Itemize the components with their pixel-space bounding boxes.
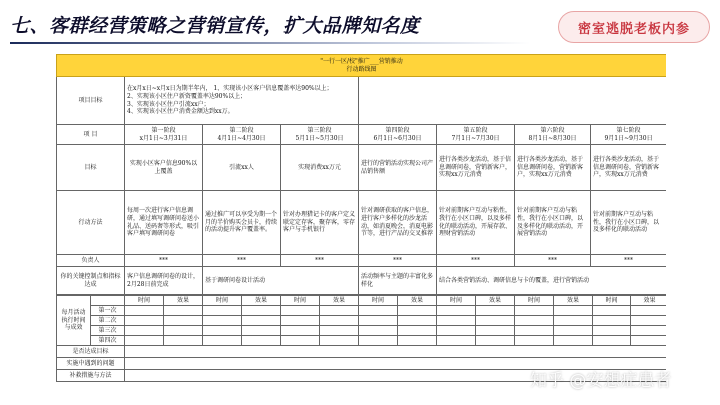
progress-cell[interactable] bbox=[359, 336, 398, 346]
progress-cell[interactable] bbox=[398, 336, 437, 346]
problems-label[interactable]: 实施中遇到的问题 bbox=[57, 358, 125, 370]
target-label[interactable]: 目标 bbox=[57, 145, 125, 191]
roadmap-table bbox=[56, 54, 666, 295]
progress-cell[interactable] bbox=[476, 306, 515, 316]
key-control-cell[interactable]: 结合各类营销活动、调研信息与卡的覆盖，进行营销活动 bbox=[437, 267, 667, 295]
time-header[interactable]: 时间 bbox=[437, 296, 476, 306]
phase-cell-6[interactable] bbox=[515, 125, 591, 145]
progress-cell[interactable] bbox=[125, 336, 164, 346]
progress-cell[interactable] bbox=[476, 326, 515, 336]
project-goal-row bbox=[57, 77, 667, 125]
phase-row bbox=[57, 125, 667, 145]
project-goal-blank[interactable] bbox=[359, 77, 667, 125]
owner-cell[interactable]: *** bbox=[437, 255, 515, 267]
progress-round-label[interactable]: 第二次 bbox=[91, 316, 125, 326]
progress-cell[interactable] bbox=[515, 316, 554, 326]
method-cell[interactable]: 针对办理猎记卡的客户定义联定定存客，聚存客，零存客户与手机银行 bbox=[281, 191, 359, 255]
time-header[interactable]: 时间 bbox=[125, 296, 164, 306]
key-control-cell[interactable]: 客户信息调研问卷的设计，2月28日前完成 bbox=[125, 267, 203, 295]
target-cell[interactable]: 进行各类沙龙活动，基于信息调研问卷，营销新客户，实现xx万元消费 bbox=[515, 145, 591, 191]
progress-cell[interactable] bbox=[125, 326, 164, 336]
progress-cell[interactable] bbox=[320, 326, 359, 336]
effect-header[interactable]: 效果 bbox=[554, 296, 593, 306]
progress-cell[interactable] bbox=[242, 306, 281, 316]
progress-cell[interactable] bbox=[593, 306, 631, 316]
method-label[interactable]: 行动方法 bbox=[57, 191, 125, 255]
phase-name: 第七阶段 bbox=[616, 126, 641, 134]
progress-row bbox=[57, 306, 667, 316]
phase-dates: 6月1日~6月30日 bbox=[373, 134, 422, 142]
owner-cell[interactable]: *** bbox=[281, 255, 359, 267]
progress-cell[interactable] bbox=[554, 336, 593, 346]
progress-cell[interactable] bbox=[242, 326, 281, 336]
progress-cell[interactable] bbox=[437, 306, 476, 316]
progress-cell[interactable] bbox=[281, 306, 320, 316]
progress-header-row bbox=[57, 296, 667, 306]
phase-dates: 8月1日~8月30日 bbox=[528, 134, 577, 142]
phase-dates: x月1日~3月31日 bbox=[139, 134, 188, 142]
target-cell[interactable]: 进行的营销活动实现公司产品销售额 bbox=[359, 145, 437, 191]
owner-cell[interactable]: *** bbox=[591, 255, 667, 267]
method-cell[interactable]: 通过推广可以享受为期一个月的半价购买会员卡，持续的活动提升客户覆盖率。 bbox=[203, 191, 281, 255]
roadmap-spreadsheet bbox=[56, 54, 666, 399]
phase-cell-7[interactable] bbox=[591, 125, 667, 145]
target-cell[interactable]: 实现小区客户信息90%以上覆盖 bbox=[125, 145, 203, 191]
progress-cell[interactable] bbox=[631, 336, 667, 346]
phase-cell-1[interactable] bbox=[125, 125, 203, 145]
progress-cell[interactable] bbox=[631, 326, 667, 336]
phase-name: 第六阶段 bbox=[540, 126, 565, 134]
phase-cell-3[interactable] bbox=[281, 125, 359, 145]
progress-cell[interactable] bbox=[437, 326, 476, 336]
zhihu-watermark: 知乎 @安想症患者 bbox=[530, 371, 672, 391]
progress-label[interactable]: 每月活动执行时间与成效 bbox=[57, 296, 91, 346]
effect-header[interactable]: 效果 bbox=[398, 296, 437, 306]
time-header[interactable]: 时间 bbox=[593, 296, 631, 306]
owner-cell[interactable]: *** bbox=[203, 255, 281, 267]
target-cell[interactable]: 进行各类沙龙活动，基于信息调研问卷，营销新客户，实现xx万元消费 bbox=[437, 145, 515, 191]
owner-cell[interactable]: *** bbox=[515, 255, 591, 267]
progress-cell[interactable] bbox=[359, 306, 398, 316]
phase-name: 第五阶段 bbox=[463, 126, 488, 134]
time-header[interactable]: 时间 bbox=[281, 296, 320, 306]
progress-cell[interactable] bbox=[164, 306, 203, 316]
progress-cell[interactable] bbox=[359, 326, 398, 336]
target-cell[interactable]: 实现消费xx万元 bbox=[281, 145, 359, 191]
effect-header[interactable]: 效果 bbox=[320, 296, 359, 306]
progress-cell[interactable] bbox=[437, 336, 476, 346]
progress-cell[interactable] bbox=[281, 326, 320, 336]
phase-dates: 5月1日~5月30日 bbox=[295, 134, 344, 142]
method-cell[interactable]: 每周一次进行客户信息调研，通过填写调研问卷送小礼品、送码奢等形式，吸引客户填写调研问卷 bbox=[125, 191, 203, 255]
progress-cell[interactable] bbox=[164, 326, 203, 336]
progress-cell[interactable] bbox=[203, 306, 242, 316]
effect-header[interactable]: 效果 bbox=[242, 296, 281, 306]
progress-cell[interactable] bbox=[203, 326, 242, 336]
progress-cell[interactable] bbox=[242, 336, 281, 346]
progress-cell[interactable] bbox=[398, 326, 437, 336]
progress-cell[interactable] bbox=[437, 316, 476, 326]
progress-cell[interactable] bbox=[593, 326, 631, 336]
progress-cell[interactable] bbox=[515, 336, 554, 346]
effect-header[interactable]: 效果 bbox=[164, 296, 203, 306]
phase-dates: 4月1日~4月30日 bbox=[217, 134, 266, 142]
phase-row-label[interactable]: 项 目 bbox=[57, 125, 125, 145]
progress-cell[interactable] bbox=[476, 336, 515, 346]
method-cell[interactable]: 针对前期客户互动与粘性，我行在小区口碑，以及多样化的联动活动 bbox=[591, 191, 667, 255]
phase-name: 第一阶段 bbox=[151, 126, 176, 134]
owner-cell[interactable]: *** bbox=[359, 255, 437, 267]
method-cell[interactable]: 针对前期客户互动与粘性，我行在小区口碑，以及多样化的联动活动，开展营销活动 bbox=[515, 191, 591, 255]
progress-cell[interactable] bbox=[203, 316, 242, 326]
sheet-title-line1: "一行一区/校"推广___营销推动 bbox=[320, 57, 403, 65]
time-header[interactable]: 时间 bbox=[203, 296, 242, 306]
method-row bbox=[57, 191, 667, 255]
progress-row bbox=[57, 326, 667, 336]
phase-cell-2[interactable] bbox=[203, 125, 281, 145]
progress-round-label[interactable]: 第一次 bbox=[91, 306, 125, 316]
phase-name: 第四阶段 bbox=[385, 126, 410, 134]
slide-header bbox=[0, 0, 720, 48]
progress-cell[interactable] bbox=[593, 316, 631, 326]
target-cell[interactable]: 进行各类沙龙活动，基于信息调研问卷，营销新客户，实现xx万元消费 bbox=[591, 145, 667, 191]
owner-cell[interactable]: *** bbox=[125, 255, 203, 267]
target-row bbox=[57, 145, 667, 191]
target-cell[interactable]: 引流xx人 bbox=[203, 145, 281, 191]
progress-cell[interactable] bbox=[203, 336, 242, 346]
progress-cell[interactable] bbox=[554, 316, 593, 326]
progress-cell[interactable] bbox=[164, 316, 203, 326]
goal-achieved-value[interactable] bbox=[125, 346, 667, 358]
progress-cell[interactable] bbox=[631, 316, 667, 326]
progress-cell[interactable] bbox=[515, 326, 554, 336]
progress-cell[interactable] bbox=[125, 316, 164, 326]
remedy-label[interactable]: 补救措施与方法 bbox=[57, 370, 125, 382]
project-goal-text[interactable]: 在x月x日~x月x日为期半年内， 1、实现该小区客户信息覆盖率达90%以上； 2、实现该小区住户新资覆盖率达90%以上； 3、实现该小区住户引流xx户； 4、实现该小区住户消费金额达到xx万。 bbox=[125, 77, 359, 125]
owner-row bbox=[57, 255, 667, 267]
method-cell[interactable]: 针对前期客户互动与粘性，我行在小区口碑，以及多样化的联动活动，开展存款、理财营销活动 bbox=[437, 191, 515, 255]
progress-cell[interactable] bbox=[164, 336, 203, 346]
phase-name: 第二阶段 bbox=[229, 126, 254, 134]
phase-name: 第三阶段 bbox=[307, 126, 332, 134]
owner-label[interactable]: 负责人 bbox=[57, 255, 125, 267]
page-title: 七、客群经营策略之营销宣传，扩大品牌知名度 bbox=[10, 15, 420, 37]
time-header[interactable]: 时间 bbox=[359, 296, 398, 306]
source-badge: 密室逃脱老板内参 bbox=[558, 11, 710, 43]
progress-cell[interactable] bbox=[631, 306, 667, 316]
effect-header[interactable]: 效果 bbox=[476, 296, 515, 306]
progress-round-label[interactable]: 第三次 bbox=[91, 326, 125, 336]
method-cell[interactable]: 针对调研获取的客户信息，进行客户多样化的沙龙活动，如消夏晚会，消夏电影节等，进行产品的交叉推荐 bbox=[359, 191, 437, 255]
progress-header-blank[interactable] bbox=[91, 296, 125, 306]
progress-cell[interactable] bbox=[554, 326, 593, 336]
sheet-title-row bbox=[57, 55, 667, 77]
progress-cell[interactable] bbox=[554, 306, 593, 316]
time-header[interactable]: 时间 bbox=[515, 296, 554, 306]
progress-cell[interactable] bbox=[281, 316, 320, 326]
key-control-row bbox=[57, 267, 667, 295]
progress-cell[interactable] bbox=[320, 306, 359, 316]
progress-cell[interactable] bbox=[242, 316, 281, 326]
progress-cell[interactable] bbox=[320, 316, 359, 326]
progress-cell[interactable] bbox=[125, 306, 164, 316]
progress-cell[interactable] bbox=[593, 336, 631, 346]
goal-achieved-row bbox=[57, 346, 667, 358]
progress-cell[interactable] bbox=[398, 316, 437, 326]
sheet-title-line2: 行动路线图 bbox=[346, 65, 377, 73]
key-control-cell[interactable]: 基于调研问卷设计活动 bbox=[203, 267, 359, 295]
progress-round-label[interactable]: 第四次 bbox=[91, 336, 125, 346]
progress-row bbox=[57, 316, 667, 326]
sheet-title-cell[interactable] bbox=[57, 55, 667, 77]
progress-cell[interactable] bbox=[359, 316, 398, 326]
progress-cell[interactable] bbox=[320, 336, 359, 346]
title-underline bbox=[10, 42, 530, 44]
phase-cell-5[interactable] bbox=[437, 125, 515, 145]
goal-achieved-label[interactable]: 是否达成目标 bbox=[57, 346, 125, 358]
key-control-label[interactable]: 你的关键控制点和指标达成 bbox=[57, 267, 125, 295]
phase-dates: 9月1日~9月30日 bbox=[604, 134, 653, 142]
progress-cell[interactable] bbox=[398, 306, 437, 316]
effect-header[interactable]: 效果 bbox=[631, 296, 667, 306]
key-control-cell[interactable]: 活动频率与主题的丰富化多样化 bbox=[359, 267, 437, 295]
progress-cell[interactable] bbox=[476, 316, 515, 326]
phase-dates: 7月1日~7月30日 bbox=[451, 134, 500, 142]
progress-row bbox=[57, 336, 667, 346]
project-goal-label[interactable]: 项目目标 bbox=[57, 77, 125, 125]
progress-cell[interactable] bbox=[515, 306, 554, 316]
phase-cell-4[interactable] bbox=[359, 125, 437, 145]
progress-cell[interactable] bbox=[281, 336, 320, 346]
